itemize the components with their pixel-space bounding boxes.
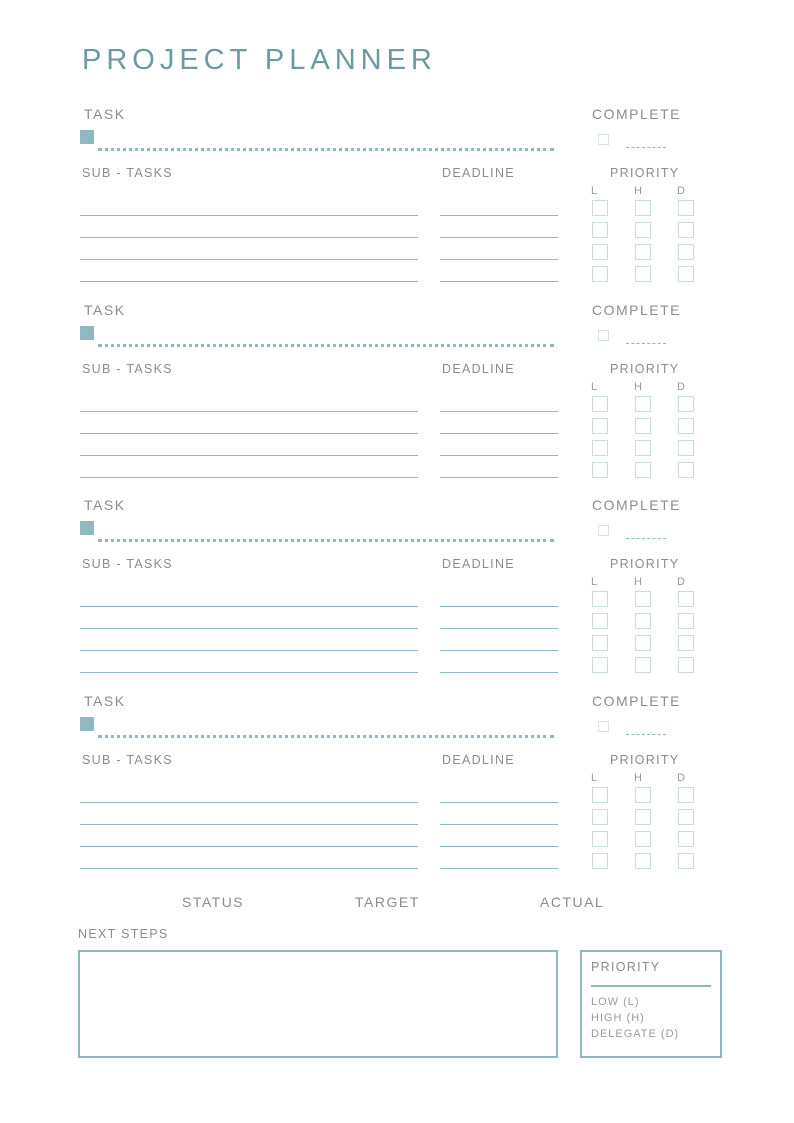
priority-label: PRIORITY xyxy=(610,557,680,571)
deadline-line[interactable] xyxy=(440,802,558,803)
subtask-line[interactable] xyxy=(80,606,418,607)
sub-tasks-label: SUB - TASKS xyxy=(82,753,173,767)
priority-high-checkbox[interactable] xyxy=(635,591,651,607)
subtask-line[interactable] xyxy=(80,455,418,456)
priority-col-d: D xyxy=(677,576,685,588)
priority-delegate-checkbox[interactable] xyxy=(678,418,694,434)
priority-high-checkbox[interactable] xyxy=(635,657,651,673)
priority-delegate-checkbox[interactable] xyxy=(678,462,694,478)
subtask-line[interactable] xyxy=(80,868,418,869)
priority-low-checkbox[interactable] xyxy=(592,440,608,456)
priority-low-checkbox[interactable] xyxy=(592,853,608,869)
subtask-line[interactable] xyxy=(80,477,418,478)
priority-col-h: H xyxy=(634,576,642,588)
priority-low-checkbox[interactable] xyxy=(592,809,608,825)
priority-low-checkbox[interactable] xyxy=(592,200,608,216)
priority-col-d: D xyxy=(677,772,685,784)
priority-high-checkbox[interactable] xyxy=(635,613,651,629)
complete-checkbox[interactable] xyxy=(598,330,609,341)
deadline-line[interactable] xyxy=(440,215,558,216)
subtask-line[interactable] xyxy=(80,237,418,238)
priority-col-h: H xyxy=(634,772,642,784)
subtask-line[interactable] xyxy=(80,433,418,434)
priority-col-l: L xyxy=(591,772,598,784)
priority-col-h: H xyxy=(634,185,642,197)
priority-col-d: D xyxy=(677,381,685,393)
task-line[interactable] xyxy=(98,344,554,347)
sub-tasks-label: SUB - TASKS xyxy=(82,557,173,571)
priority-low-checkbox[interactable] xyxy=(592,657,608,673)
legend-item-delegate: DELEGATE (D) xyxy=(591,1028,680,1040)
subtask-line[interactable] xyxy=(80,650,418,651)
priority-high-checkbox[interactable] xyxy=(635,244,651,260)
complete-label: COMPLETE xyxy=(592,106,682,122)
deadline-line[interactable] xyxy=(440,868,558,869)
task-marker xyxy=(80,130,94,144)
deadline-line[interactable] xyxy=(440,259,558,260)
deadline-label: DEADLINE xyxy=(442,362,515,376)
priority-low-checkbox[interactable] xyxy=(592,635,608,651)
deadline-label: DEADLINE xyxy=(442,753,515,767)
priority-col-l: L xyxy=(591,185,598,197)
actual-label: ACTUAL xyxy=(540,894,605,910)
task-label: TASK xyxy=(84,106,126,122)
priority-legend-rule xyxy=(591,985,711,987)
subtask-line[interactable] xyxy=(80,824,418,825)
priority-high-checkbox[interactable] xyxy=(635,440,651,456)
deadline-line[interactable] xyxy=(440,628,558,629)
complete-line xyxy=(626,147,666,148)
priority-delegate-checkbox[interactable] xyxy=(678,831,694,847)
complete-line xyxy=(626,734,666,735)
priority-high-checkbox[interactable] xyxy=(635,831,651,847)
priority-high-checkbox[interactable] xyxy=(635,200,651,216)
subtask-line[interactable] xyxy=(80,628,418,629)
priority-low-checkbox[interactable] xyxy=(592,222,608,238)
deadline-line[interactable] xyxy=(440,455,558,456)
complete-line xyxy=(626,343,666,344)
priority-high-checkbox[interactable] xyxy=(635,266,651,282)
priority-delegate-checkbox[interactable] xyxy=(678,244,694,260)
deadline-label: DEADLINE xyxy=(442,166,515,180)
priority-col-l: L xyxy=(591,576,598,588)
complete-label: COMPLETE xyxy=(592,497,682,513)
complete-checkbox[interactable] xyxy=(598,134,609,145)
complete-label: COMPLETE xyxy=(592,302,682,318)
priority-low-checkbox[interactable] xyxy=(592,591,608,607)
priority-low-checkbox[interactable] xyxy=(592,244,608,260)
priority-delegate-checkbox[interactable] xyxy=(678,787,694,803)
priority-col-d: D xyxy=(677,185,685,197)
task-line[interactable] xyxy=(98,539,554,542)
priority-low-checkbox[interactable] xyxy=(592,418,608,434)
deadline-line[interactable] xyxy=(440,477,558,478)
priority-label: PRIORITY xyxy=(610,753,680,767)
deadline-line[interactable] xyxy=(440,606,558,607)
priority-delegate-checkbox[interactable] xyxy=(678,657,694,673)
priority-high-checkbox[interactable] xyxy=(635,462,651,478)
task-line[interactable] xyxy=(98,148,554,151)
priority-delegate-checkbox[interactable] xyxy=(678,635,694,651)
priority-delegate-checkbox[interactable] xyxy=(678,266,694,282)
priority-high-checkbox[interactable] xyxy=(635,853,651,869)
priority-low-checkbox[interactable] xyxy=(592,787,608,803)
deadline-line[interactable] xyxy=(440,650,558,651)
deadline-line[interactable] xyxy=(440,846,558,847)
next-steps-label: NEXT STEPS xyxy=(78,927,169,941)
status-label: STATUS xyxy=(182,894,245,910)
task-label: TASK xyxy=(84,497,126,513)
deadline-line[interactable] xyxy=(440,281,558,282)
priority-delegate-checkbox[interactable] xyxy=(678,222,694,238)
deadline-line[interactable] xyxy=(440,237,558,238)
subtask-line[interactable] xyxy=(80,281,418,282)
priority-high-checkbox[interactable] xyxy=(635,809,651,825)
complete-checkbox[interactable] xyxy=(598,721,609,732)
deadline-line[interactable] xyxy=(440,672,558,673)
priority-delegate-checkbox[interactable] xyxy=(678,200,694,216)
task-label: TASK xyxy=(84,693,126,709)
priority-high-checkbox[interactable] xyxy=(635,396,651,412)
complete-line xyxy=(626,538,666,539)
priority-delegate-checkbox[interactable] xyxy=(678,809,694,825)
complete-checkbox[interactable] xyxy=(598,525,609,536)
priority-col-l: L xyxy=(591,381,598,393)
task-marker xyxy=(80,521,94,535)
task-marker xyxy=(80,326,94,340)
sub-tasks-label: SUB - TASKS xyxy=(82,166,173,180)
priority-low-checkbox[interactable] xyxy=(592,831,608,847)
priority-label: PRIORITY xyxy=(610,166,680,180)
deadline-line[interactable] xyxy=(440,411,558,412)
subtask-line[interactable] xyxy=(80,411,418,412)
priority-legend-title: PRIORITY xyxy=(591,960,661,974)
priority-label: PRIORITY xyxy=(610,362,680,376)
legend-item-low: LOW (L) xyxy=(591,996,640,1008)
priority-high-checkbox[interactable] xyxy=(635,222,651,238)
priority-high-checkbox[interactable] xyxy=(635,787,651,803)
priority-delegate-checkbox[interactable] xyxy=(678,613,694,629)
deadline-line[interactable] xyxy=(440,433,558,434)
legend-item-high: HIGH (H) xyxy=(591,1012,645,1024)
subtask-line[interactable] xyxy=(80,215,418,216)
target-label: TARGET xyxy=(355,894,420,910)
subtask-line[interactable] xyxy=(80,672,418,673)
priority-col-h: H xyxy=(634,381,642,393)
task-marker xyxy=(80,717,94,731)
page-title: PROJECT PLANNER xyxy=(82,44,437,76)
priority-delegate-checkbox[interactable] xyxy=(678,853,694,869)
subtask-line[interactable] xyxy=(80,846,418,847)
deadline-line[interactable] xyxy=(440,824,558,825)
task-line[interactable] xyxy=(98,735,554,738)
priority-low-checkbox[interactable] xyxy=(592,462,608,478)
complete-label: COMPLETE xyxy=(592,693,682,709)
task-label: TASK xyxy=(84,302,126,318)
next-steps-box[interactable] xyxy=(78,950,558,1058)
subtask-line[interactable] xyxy=(80,802,418,803)
priority-delegate-checkbox[interactable] xyxy=(678,591,694,607)
priority-low-checkbox[interactable] xyxy=(592,396,608,412)
sub-tasks-label: SUB - TASKS xyxy=(82,362,173,376)
priority-high-checkbox[interactable] xyxy=(635,635,651,651)
priority-high-checkbox[interactable] xyxy=(635,418,651,434)
priority-delegate-checkbox[interactable] xyxy=(678,440,694,456)
priority-low-checkbox[interactable] xyxy=(592,613,608,629)
subtask-line[interactable] xyxy=(80,259,418,260)
deadline-label: DEADLINE xyxy=(442,557,515,571)
priority-low-checkbox[interactable] xyxy=(592,266,608,282)
priority-delegate-checkbox[interactable] xyxy=(678,396,694,412)
priority-legend-box xyxy=(580,950,722,1058)
